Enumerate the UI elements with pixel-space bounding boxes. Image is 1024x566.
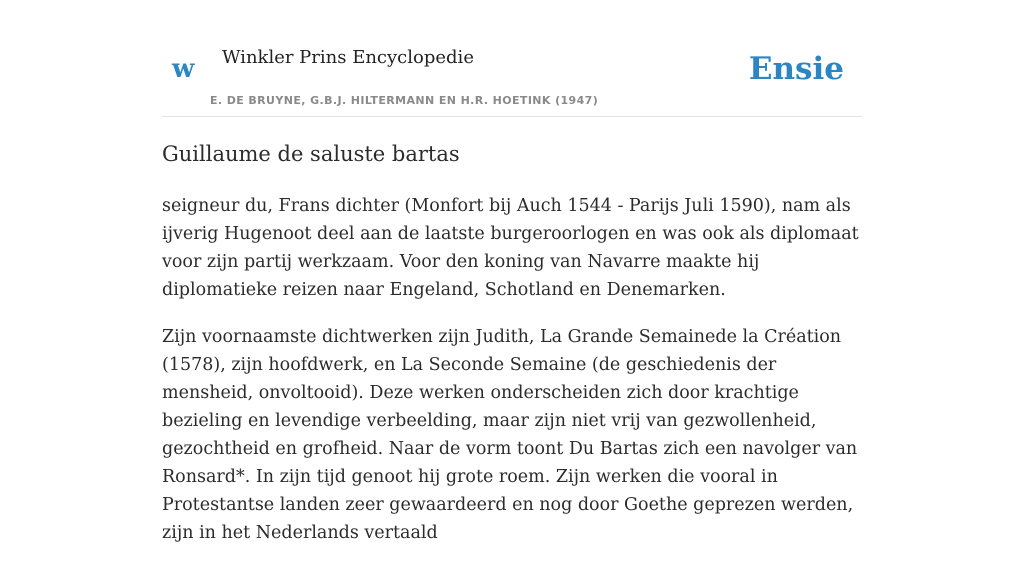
entry-paragraph: seigneur du, Frans dichter (Monfort bij Auch 1544 - Parijs Juli 1590), nam als ijverig Hugenoot deel aan de laatste burgeroorlogen en was ook als diplomaat voor zijn partij werkzaam. Voor den koning van Navarre maakte hij diplomatieke reizen naar Engeland, Schotland en Denemarken. (162, 196, 859, 300)
entry-title: Guillaume de saluste bartas (162, 142, 460, 166)
entry-paragraph: Zijn voornaamste dichtwerken zijn Judith, La Grande Semainede la Création (1578), zijn hoofdwerk, en La Seconde Semaine (de geschiedenis der mensheid, onvoltooid). Deze werken onderscheiden zich door krachtige bezieling en levendige verbeelding, maar zijn niet vrij van gezwollenheid, gezochtheid en grofheid. Naar de vorm toont Du Bartas zich een navolger van Ronsard*. In zijn tijd genoot hij grote roem. Zijn werken die vooral in Protestantse landen zeer gewaardeerd en nog door Goethe geprezen werden, zijn in het Nederlands vertaald (162, 327, 858, 543)
brand-logo[interactable]: Ensie (748, 51, 844, 87)
header (162, 0, 862, 117)
publication-logo[interactable]: w (172, 54, 195, 84)
entry-body (162, 192, 862, 566)
publication-title[interactable]: Winkler Prins Encyclopedie (222, 47, 474, 68)
publication-authors: E. DE BRUYNE, G.B.J. HILTERMANN EN H.R. HOETINK (1947) (210, 94, 599, 107)
page (162, 0, 862, 543)
